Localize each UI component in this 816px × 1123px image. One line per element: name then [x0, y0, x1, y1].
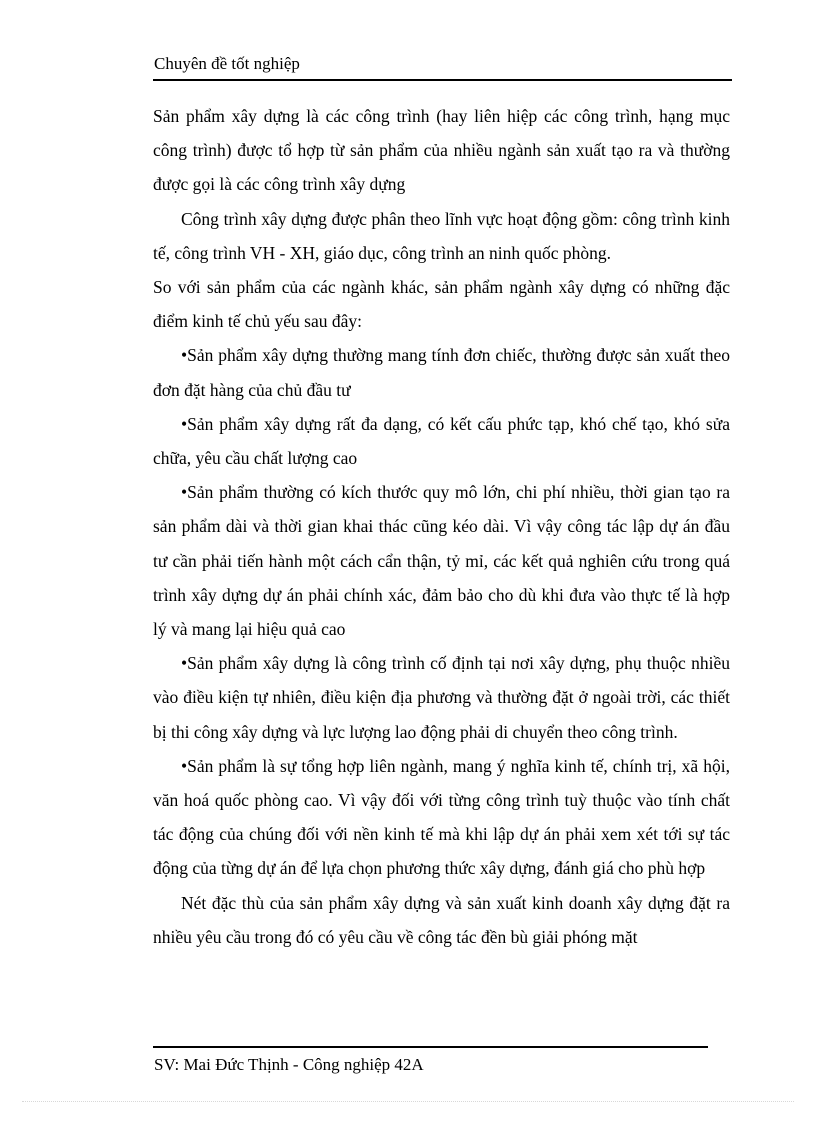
bullet-fixed-location: •Sản phẩm xây dựng là công trình cố định tại nơi xây dựng, phụ thuộc nhiều vào điều kiện tự nhiên, điều kiện địa phương và thường đặt ở ngoài trời, các thiết bị thi công xây dựng và lực lượng lao động phải di chuyển theo công trình. [153, 653, 730, 742]
page-bottom-edge [22, 1101, 794, 1102]
bullet-interdisciplinary: •Sản phẩm là sự tổng hợp liên ngành, mang ý nghĩa kinh tế, chính trị, xã hội, văn hoá quốc phòng cao. Vì vậy đối với từng công trình tuỳ thuộc vào tính chất tác động của chúng đối với nền kinh tế mà khi lập dự án phải xem xét tới sự tác động của từng dự án để lựa chọn phương thức xây dựng, đánh giá cho phù hợp [153, 755, 730, 879]
paragraph-specific-characteristics: Nét đặc thù của sản phẩm xây dựng và sản xuất kinh doanh xây dựng đặt ra nhiều yêu cầu trong đó có yêu cầu về công tác đền bù giải phóng mặt [153, 892, 730, 947]
document-body [153, 99, 730, 954]
page-header [153, 53, 732, 81]
paragraph-economic-features-intro: So với sản phẩm của các ngành khác, sản phẩm ngành xây dựng có những đặc điểm kinh tế chủ yếu sau đây: [153, 277, 730, 332]
page-footer [153, 1046, 708, 1074]
bullet-single-order: •Sản phẩm xây dựng thường mang tính đơn chiếc, thường được sản xuất theo đơn đặt hàng của chủ đầu tư [153, 345, 730, 400]
bullet-diverse-complex: •Sản phẩm xây dựng rất đa dạng, có kết cấu phức tạp, khó chế tạo, khó sửa chữa, yêu cầu chất lượng cao [153, 413, 730, 469]
bullet-large-scale: •Sản phẩm thường có kích thước quy mô lớn, chi phí nhiều, thời gian tạo ra sản phẩm dài và thời gian khai thác cũng kéo dài. Vì vậy công tác lập dự án đầu tư cần phải tiến hành một cách cẩn thận, tỷ mỉ, các kết quả nghiên cứu trong quá trình xây dựng dự án phải chính xác, đảm bảo cho dù khi đưa vào thực tế là hợp lý và mang lại hiệu quả cao [153, 482, 730, 640]
paragraph-products-definition: Sản phẩm xây dựng là các công trình (hay liên hiệp các công trình, hạng mục công trình) được tổ hợp từ sản phẩm của nhiều ngành sản xuất tạo ra và thường được gọi là các công trình xây dựng [153, 106, 730, 195]
header-title: Chuyên đề tốt nghiệp [154, 54, 300, 73]
footer-student-info: SV: Mai Đức Thịnh - Công nghiệp 42A [154, 1055, 424, 1074]
paragraph-works-classification: Công trình xây dựng được phân theo lĩnh vực hoạt động gồm: công trình kinh tế, công trình VH - XH, giáo dục, công trình an ninh quốc phòng. [153, 208, 730, 263]
